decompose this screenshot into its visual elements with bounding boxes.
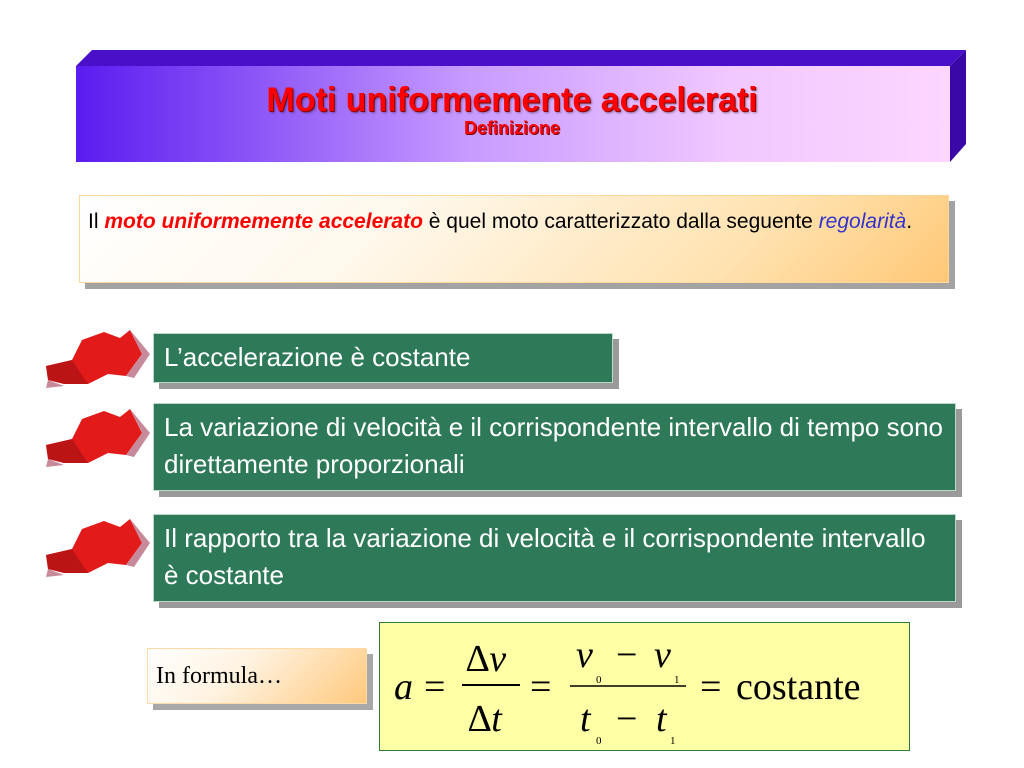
formula-box <box>379 622 910 751</box>
page-title: Moti uniformemente accelerati <box>266 81 758 119</box>
title-banner <box>76 50 966 162</box>
pointing-hand-icon <box>42 515 152 577</box>
formula-delta-v: ∆v <box>466 638 507 680</box>
formula-minus: − <box>616 634 638 676</box>
formula-t1: t <box>656 698 667 740</box>
statement-box: La variazione di velocità e il corrispondente intervallo di tempo sono direttamente proporzionali <box>153 403 956 491</box>
formula-rhs: costante <box>736 666 861 708</box>
formula-label-box <box>147 648 367 704</box>
formula-v1: v <box>654 634 671 676</box>
definition-text <box>88 204 938 240</box>
statement-box: L’accelerazione è costante <box>153 333 613 383</box>
formula-sub1: 1 <box>674 674 680 686</box>
definition-box <box>79 195 949 283</box>
definition-middle: è quel moto caratterizzato dalla seguente <box>422 210 819 233</box>
formula-equals: = <box>530 666 552 708</box>
pointing-hand-icon <box>42 326 152 388</box>
formula-sub0: 0 <box>596 674 602 686</box>
statement-box: Il rapporto tra la variazione di velocità e il corrispondente intervallo è costante <box>153 514 956 602</box>
formula-equals: = <box>700 666 722 708</box>
formula-minus: − <box>616 698 638 740</box>
formula-delta-t: ∆t <box>468 698 502 740</box>
pointing-hand-icon <box>42 405 152 467</box>
formula-label: In formula… <box>156 663 282 689</box>
page-subtitle: Definizione <box>463 118 560 138</box>
formula-equation <box>380 623 911 752</box>
formula-v0: v <box>576 634 593 676</box>
definition-keyword: regolarità <box>818 210 907 233</box>
formula-sub0: 0 <box>596 735 602 747</box>
formula-equals: = <box>424 666 446 708</box>
formula-t0: t <box>580 698 591 740</box>
formula-sub1: 1 <box>670 735 676 747</box>
definition-term: moto uniformemente accelerato <box>104 210 423 233</box>
definition-suffix: . <box>906 210 913 233</box>
definition-prefix: Il <box>88 210 105 233</box>
formula-lhs: a <box>394 666 413 708</box>
